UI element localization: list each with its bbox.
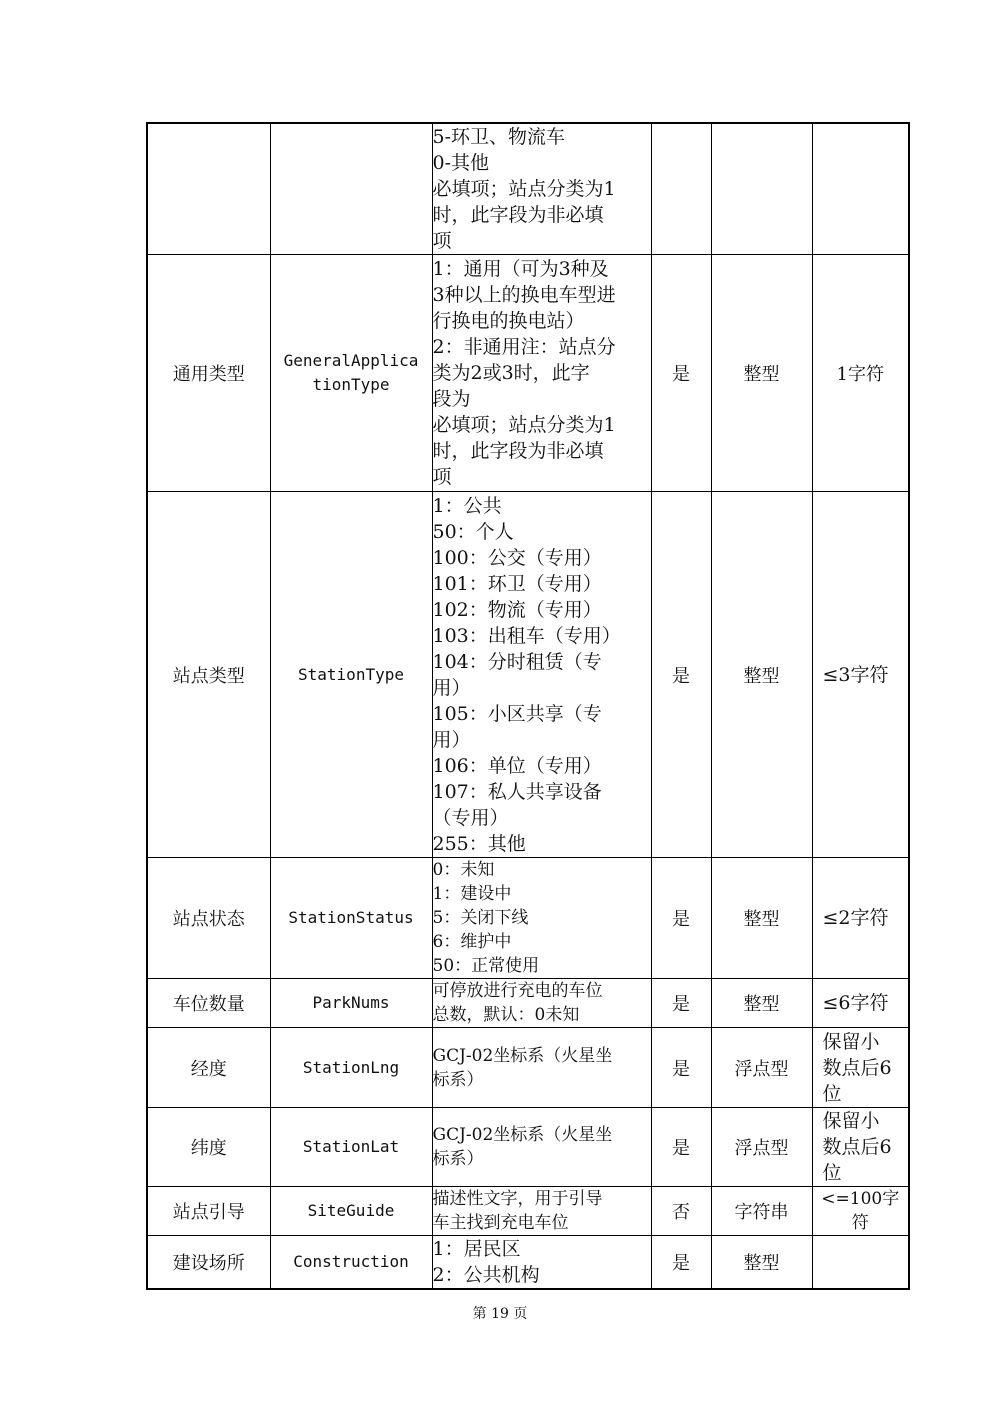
data-type-cell: 整型 <box>711 255 812 492</box>
description-line: 项 <box>432 230 452 252</box>
length-line: 数点后6 <box>822 1136 892 1158</box>
description-line: 102：物流（专用） <box>432 598 602 621</box>
required-cell: 是 <box>651 1236 711 1290</box>
description-line: 可停放进行充电的车位 <box>432 981 603 1001</box>
field-description-cell <box>432 1028 651 1108</box>
description-line: 行换电的换电站） <box>432 310 585 332</box>
description-line: 段为 <box>432 388 471 410</box>
table-row <box>147 492 909 858</box>
field-code-cell: StationLat <box>270 1108 432 1187</box>
description-line: 104：分时租赁（专 <box>432 650 602 673</box>
required-cell: 否 <box>651 1187 711 1236</box>
length-cell <box>812 1187 909 1236</box>
data-type-cell: 字符串 <box>711 1187 812 1236</box>
description-line: 106：单位（专用） <box>432 754 602 777</box>
field-description-cell <box>432 1108 651 1187</box>
table-row <box>147 1236 909 1290</box>
description-line: 必填项；站点分类为1 <box>432 414 616 436</box>
field-description-cell <box>432 255 651 492</box>
length-cell: ≤6字符 <box>812 979 909 1028</box>
data-type-cell: 整型 <box>711 858 812 979</box>
length-cell: ≤3字符 <box>812 492 909 858</box>
required-cell: 是 <box>651 492 711 858</box>
field-name-cell: 车位数量 <box>147 979 270 1028</box>
table-row <box>147 255 909 492</box>
length-line: <=100字 <box>821 1189 900 1209</box>
description-line: 105：小区共享（专 <box>432 702 602 725</box>
length-cell: 1字符 <box>812 255 909 492</box>
description-line: （专用） <box>432 806 509 829</box>
field-description-cell <box>432 492 651 858</box>
field-name-cell: 纬度 <box>147 1108 270 1187</box>
field-code-line: GeneralApplica <box>283 351 419 370</box>
field-code-line: tionType <box>312 375 390 394</box>
description-line: 用） <box>432 676 471 699</box>
field-code-cell: SiteGuide <box>270 1187 432 1236</box>
description-line: 时，此字段为非必填 <box>432 440 604 462</box>
description-line: 100：公交（专用） <box>432 546 602 569</box>
field-code-cell <box>270 255 432 492</box>
field-description-cell <box>432 979 651 1028</box>
description-line: 时，此字段为非必填 <box>432 204 604 226</box>
field-name-cell <box>147 123 270 255</box>
length-line: 位 <box>822 1162 842 1184</box>
description-line: 50：正常使用 <box>432 956 540 976</box>
field-description-cell <box>432 1236 651 1290</box>
description-line: 3种以上的换电车型进 <box>432 284 616 306</box>
length-line: 位 <box>822 1082 842 1105</box>
description-line: 103：出租车（专用） <box>432 624 621 647</box>
description-line: 总数，默认：0未知 <box>432 1005 580 1025</box>
table-row <box>147 123 909 255</box>
table-row <box>147 1028 909 1108</box>
required-cell: 是 <box>651 1108 711 1187</box>
description-line: 车主找到充电车位 <box>432 1213 569 1233</box>
description-line: 255：其他 <box>432 832 526 855</box>
required-cell: 是 <box>651 979 711 1028</box>
field-code-cell: StationLng <box>270 1028 432 1108</box>
field-name-cell: 站点类型 <box>147 492 270 858</box>
field-code-cell: ParkNums <box>270 979 432 1028</box>
description-line: GCJ-02坐标系（火星坐 <box>432 1125 613 1145</box>
data-type-cell: 整型 <box>711 1236 812 1290</box>
length-cell: ≤2字符 <box>812 858 909 979</box>
description-line: 0：未知 <box>432 860 495 880</box>
description-line: 107：私人共享设备 <box>432 780 602 803</box>
field-spec-table <box>146 122 910 1290</box>
field-description-cell <box>432 858 651 979</box>
data-type-cell: 浮点型 <box>711 1028 812 1108</box>
description-line: 标系） <box>432 1149 484 1169</box>
description-line: 2：公共机构 <box>432 1264 540 1286</box>
description-line: 项 <box>432 466 452 488</box>
description-line: 50：个人 <box>432 520 514 543</box>
description-line: 描述性文字，用于引导 <box>432 1189 603 1209</box>
data-type-cell: 整型 <box>711 979 812 1028</box>
length-cell <box>812 123 909 255</box>
description-line: 1：建设中 <box>432 884 512 904</box>
description-line: 5：关闭下线 <box>432 908 529 928</box>
description-line: 标系） <box>432 1069 484 1090</box>
field-name-cell: 通用类型 <box>147 255 270 492</box>
field-name-cell: 建设场所 <box>147 1236 270 1290</box>
description-line: 6：维护中 <box>432 932 512 952</box>
field-name-cell: 经度 <box>147 1028 270 1108</box>
required-cell: 是 <box>651 858 711 979</box>
length-cell <box>812 1028 909 1108</box>
length-line: 保留小 <box>822 1030 880 1053</box>
length-line: 符 <box>851 1213 869 1233</box>
description-line: 1：居民区 <box>432 1238 521 1260</box>
required-cell: 是 <box>651 1028 711 1108</box>
length-line: 数点后6 <box>822 1056 892 1079</box>
data-type-cell: 整型 <box>711 492 812 858</box>
description-line: 用） <box>432 728 471 751</box>
field-name-cell: 站点状态 <box>147 858 270 979</box>
required-cell: 是 <box>651 255 711 492</box>
field-description-cell <box>432 1187 651 1236</box>
field-description-cell <box>432 123 651 255</box>
description-line: 5-环卫、物流车 <box>432 126 566 148</box>
field-code-cell <box>270 123 432 255</box>
description-line: 101：环卫（专用） <box>432 572 602 595</box>
table-row <box>147 979 909 1028</box>
field-code-cell: Construction <box>270 1236 432 1290</box>
length-cell <box>812 1236 909 1290</box>
description-line: 类为2或3时，此字 <box>432 362 590 384</box>
description-line: 1：公共 <box>432 494 502 517</box>
table-row <box>147 1187 909 1236</box>
description-line: 0-其他 <box>432 152 490 174</box>
description-line: 必填项；站点分类为1 <box>432 178 616 200</box>
table-row <box>147 858 909 979</box>
required-cell <box>651 123 711 255</box>
data-type-cell: 浮点型 <box>711 1108 812 1187</box>
field-name-cell: 站点引导 <box>147 1187 270 1236</box>
length-cell <box>812 1108 909 1187</box>
length-line: 保留小 <box>822 1110 880 1132</box>
description-line: 2：非通用注：站点分 <box>432 336 616 358</box>
description-line: GCJ-02坐标系（火星坐 <box>432 1045 613 1066</box>
field-code-cell: StationType <box>270 492 432 858</box>
field-code-cell: StationStatus <box>270 858 432 979</box>
description-line: 1：通用（可为3种及 <box>432 258 609 280</box>
table-row <box>147 1108 909 1187</box>
data-type-cell <box>711 123 812 255</box>
page-number: 第 19 页 <box>472 1306 528 1322</box>
